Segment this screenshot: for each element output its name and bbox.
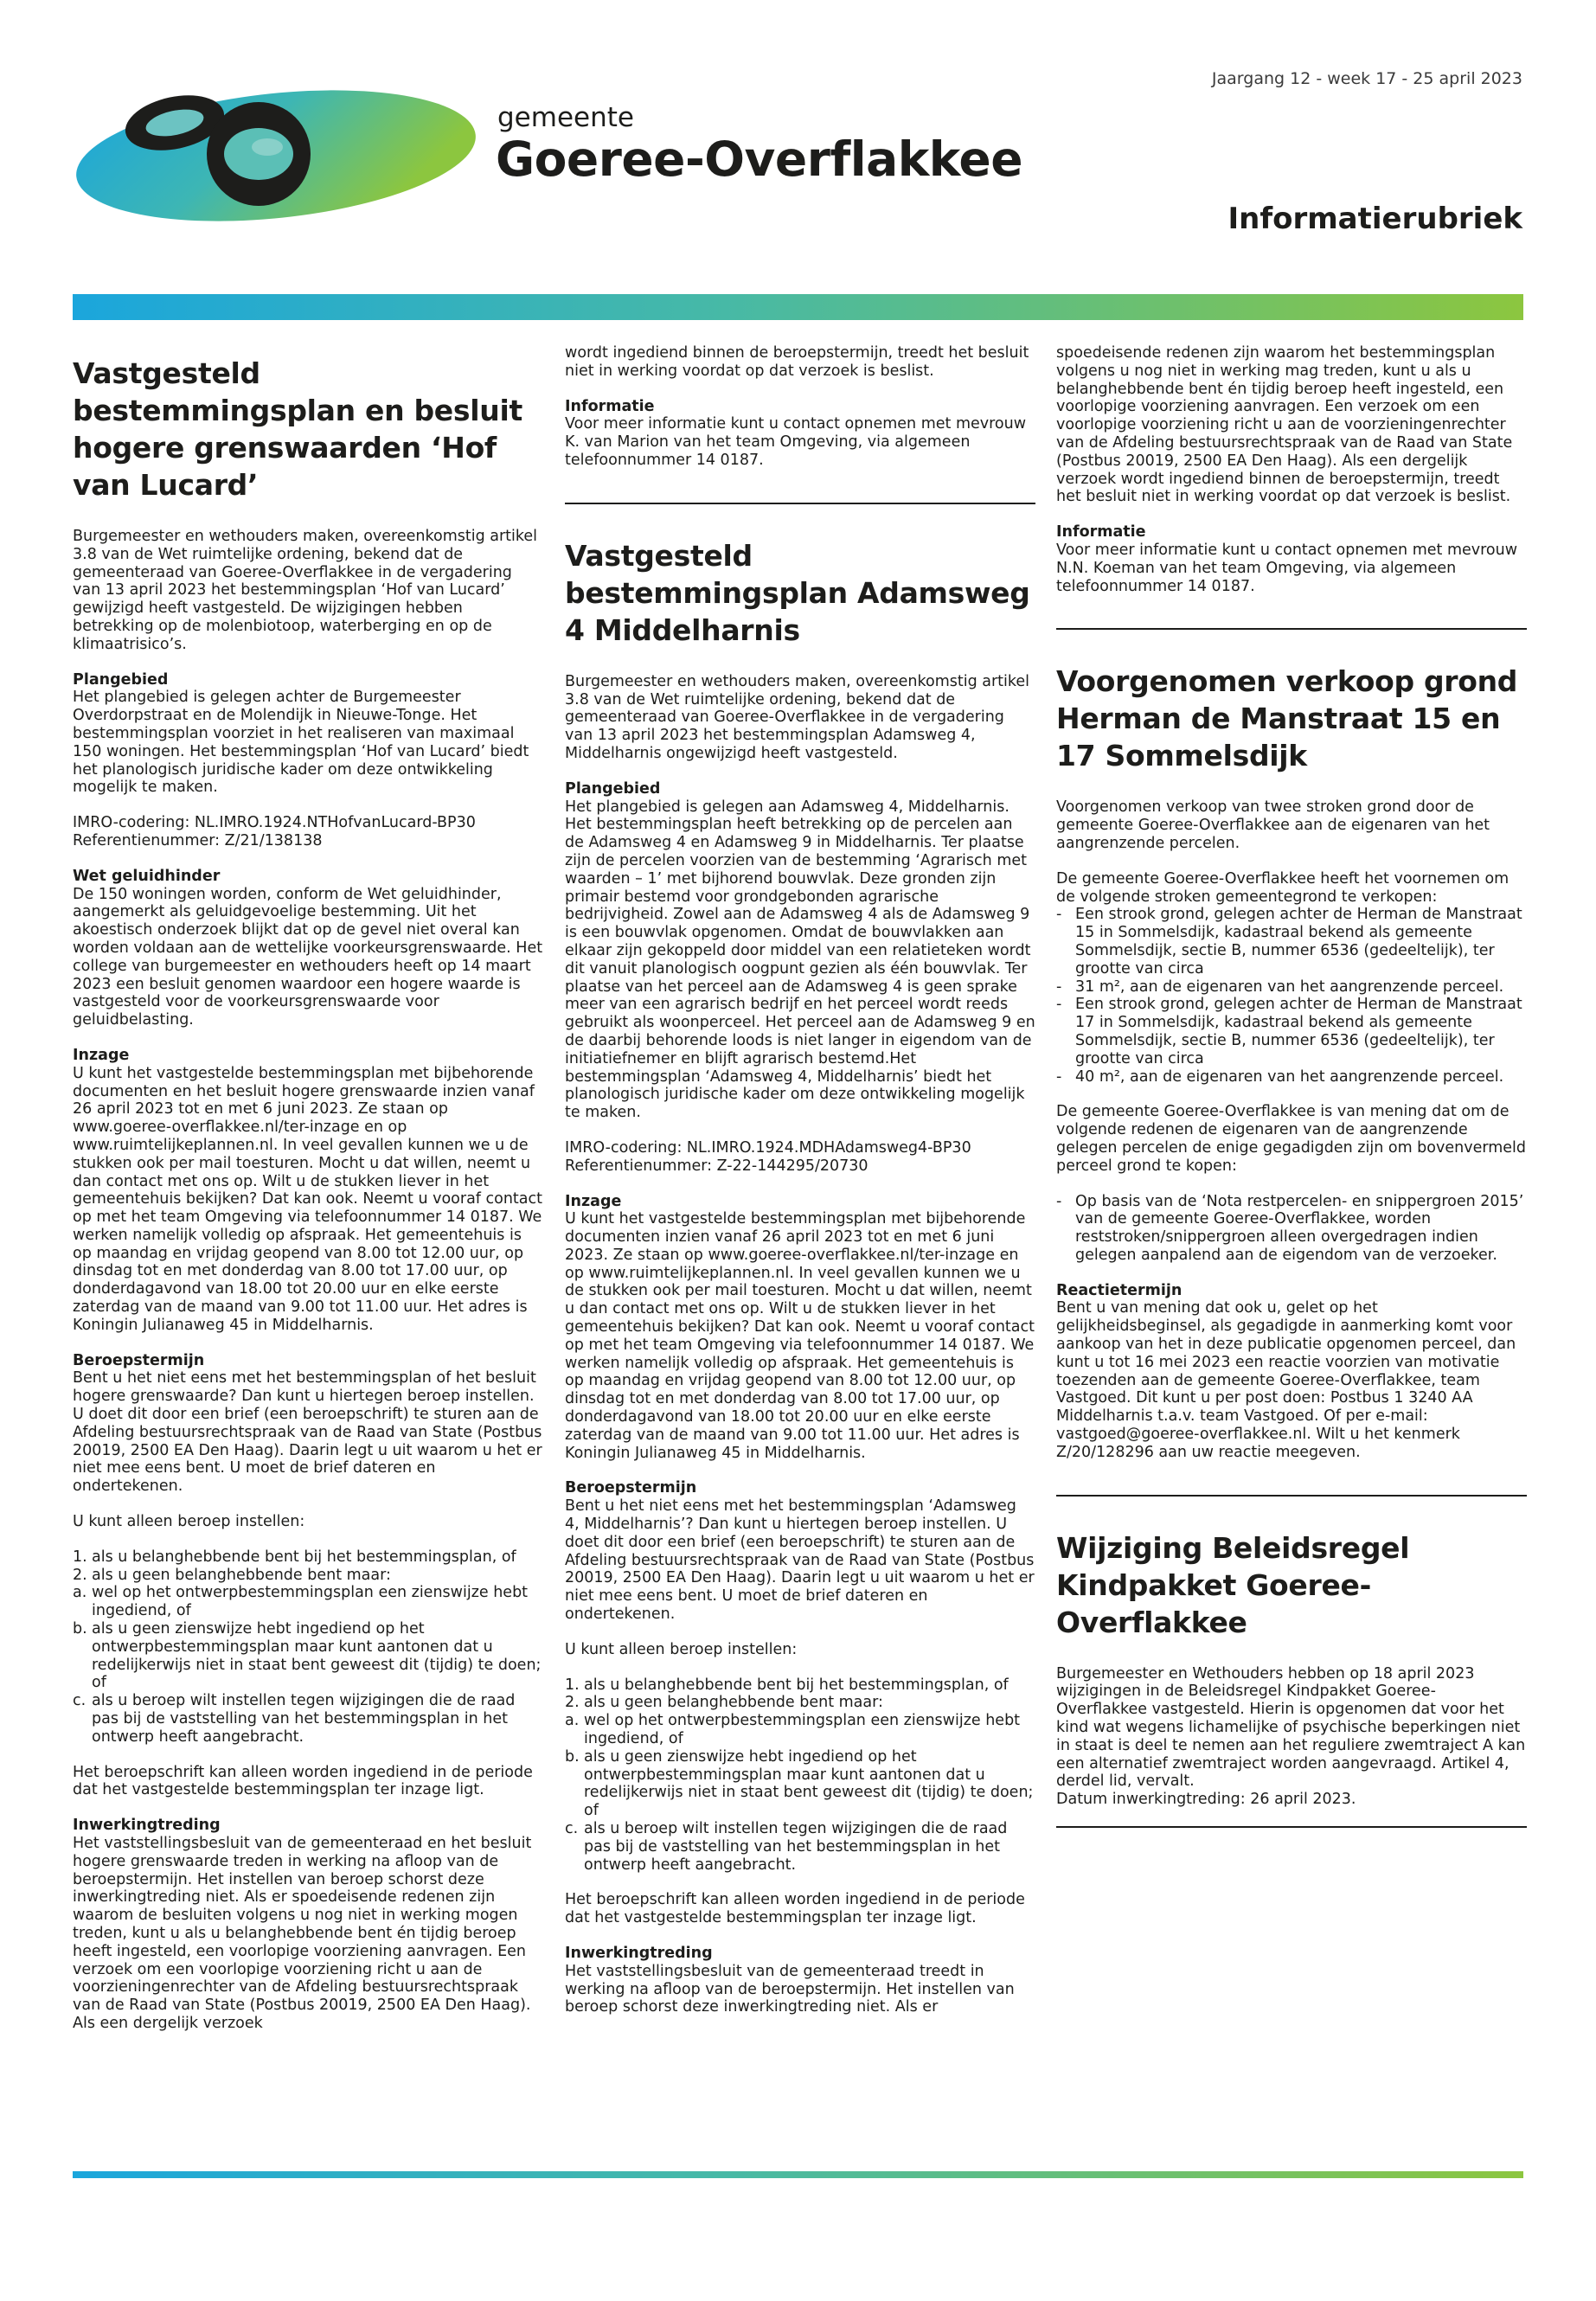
footer-gradient-bar <box>73 2171 1523 2178</box>
goeree-overflakkee-logo-icon <box>73 69 479 234</box>
reference-codes <box>565 1139 1035 1176</box>
section-heading: Inzage <box>73 1046 130 1064</box>
section-text: U kunt het vastgestelde bestemmingsplan met bijbehorende documenten en het besluit hogere grenswaarde inzien vanaf 26 april 2023 tot en met 6 juni 2023. Ze staan op www.goeree-overflakkee.nl/ter-inzage en op www.ruimtelijkeplannen.nl. In veel gevallen kunnen we u de stukken ook per mail toesturen. Mocht u dat willen, neemt u dan contact met ons op. Wilt u de stukken liever in het gemeentehuis bekijken? Dat kan ook. Neemt u vooraf contact op met het team Omgeving via telefoonnummer 14 0187. We werken namelijk volledig op afspraak. Het gemeentehuis is op maandag en vrijdag geopend van 8.00 tot 12.00 uur, op dinsdag tot en met donderdag van 8.00 tot 17.00 uur, op donderdagavond van 18.00 tot 20.00 uur en elke eerste zaterdag van de maand van 9.00 tot 11.00 uur. Het adres is Koningin Julianaweg 45 in Middelharnis. <box>73 1064 543 1334</box>
section-heading: Informatie <box>1056 523 1146 542</box>
section-text <box>1056 1665 1527 1809</box>
section-text: Voor meer informatie kunt u contact opnemen met mevrouw K. van Marion van het team Omgeving, via algemeen telefoonnummer 14 0187. <box>565 415 1027 469</box>
list-item: c. als u beroep wilt instellen tegen wijzigingen die de raad pas bij de vaststelling van het bestemmingsplan in het ontwerp heeft aangebracht. <box>565 1820 1008 1874</box>
list-item: a. wel op het ontwerpbestemmingsplan een zienswijze hebt ingediend, of <box>73 1584 529 1620</box>
section-text: Bent u het niet eens met het bestemmingsplan of het besluit hogere grenswaarde? Dan kunt u hiertegen beroep instellen. U doet dit door een brief (een beroepschrift) te sturen aan de Afdeling bestuursrechtspraak van de Raad van State (Postbus 20019, 2500 EA Den Haag). Daarin legt u uit waarom u het er niet mee eens bent. U moet de brief dateren en ondertekenen. <box>73 1369 542 1496</box>
column-2 <box>565 344 1035 2034</box>
conditions-list <box>565 1676 1035 1875</box>
section-heading: Inwerkingtreding <box>565 1944 713 1962</box>
list-item: - Een strook grond, gelegen achter de Herman de Manstraat 15 in Sommelsdijk, kadastraal bekend als gemeente Sommelsdijk, sectie B, nummer 6536 (gedeeltelijk), ter grootte van circa <box>1056 906 1522 977</box>
section-text: Het vaststellingsbesluit van de gemeenteraad treedt in werking na afloop van de beroepstermijn. Het instellen van beroep schorst deze inwerkingtreding niet. Als er <box>565 1962 1015 2016</box>
article-intro: Voorgenomen verkoop van twee stroken grond door de gemeente Goeree-Overflakkee aan de eigenaren van het aangrenzende percelen. <box>1056 798 1490 852</box>
section-text: Bent u het niet eens met het bestemmingsplan ‘Adamsweg 4, Middelharnis’? Dan kunt u hiertegen beroep instellen. U doet dit door een brief (een beroepschrift) te sturen aan de Afdeling bestuursrechtspraak van de Raad van State (Postbus 20019, 2500 EA Den Haag). Daarin legt u uit waarom u het er niet mee eens bent. U moet de brief dateren en ondertekenen. <box>565 1497 1035 1624</box>
article-title: Voorgenomen verkoop grond Herman de Manstraat 15 en 17 Sommelsdijk <box>1056 664 1518 773</box>
section-text: Bent u van mening dat ook u, gelet op het gelijkheidsbeginsel, als gegadigde in aanmerking komt voor aankoop van het in deze publicatie opgenomen perceel, dan kunt u tot 16 mei 2023 een reactie voorzien van motivatie toezenden aan de gemeente Goeree-Overflakkee, team Vastgoed. Dit kunt u per post doen: Postbus 1 3240 AA Middelharnis t.a.v. team Vastgoed. Of per e-mail: vastgoed@goeree-overflakkee.nl. Wilt u het kenmerk Z/20/128296 aan uw reactie meegeven. <box>1056 1299 1516 1461</box>
reference-codes <box>73 814 543 850</box>
list-item: 2. als u geen belanghebbende bent maar: <box>565 1694 883 1712</box>
section-heading: Plangebied <box>565 779 661 798</box>
section-text: Het plangebied is gelegen achter de Burgemeester Overdorpstraat en de Molendijk in Nieuwe-Tonge. Het bestemmingsplan voorziet in het realiseren van maximaal 150 woningen. Het bestemmingsplan ‘Hof van Lucard’ biedt het planologisch juridische kader om deze ontwikkeling mogelijk te maken. <box>73 689 529 797</box>
reasons-list <box>1056 1193 1527 1265</box>
header-gradient-bar <box>73 294 1523 320</box>
section-heading: Beroepstermijn <box>565 1479 697 1497</box>
section-heading: Informatie <box>565 397 655 415</box>
list-item: c. als u beroep wilt instellen tegen wijzigingen die de raad pas bij de vaststelling van het bestemmingsplan in het ontwerp heeft aangebracht. <box>73 1692 516 1746</box>
section-text: U kunt het vastgestelde bestemmingsplan met bijbehorende documenten inzien vanaf 26 april 2023 tot en met 6 juni 2023. Ze staan op www.goeree-overflakkee.nl/ter-inzage en op www.ruimtelijkeplannen.nl. In veel gevallen kunnen we u de stukken ook per mail toesturen. Mocht u dat willen, neemt u dan contact met ons op. Wilt u de stukken liever in het gemeentehuis bekijken? Dat kan ook. Neemt u vooraf contact op met het team Omgeving via telefoonnummer 14 0187. We werken namelijk volledig op afspraak. Het gemeentehuis is op maandag en vrijdag geopend van 8.00 tot 12.00 uur, op dinsdag tot en met donderdag van 8.00 tot 17.00 uur, op donderdagavond van 18.00 tot 20.00 uur en elke eerste zaterdag van de maand van 9.00 tot 11.00 uur. Het adres is Koningin Julianaweg 45 in Middelharnis. <box>565 1210 1035 1462</box>
section-text: De 150 woningen worden, conform de Wet geluidhinder, aangemerkt als geluidgevoelige bestemming. Uit het akoestisch onderzoek blijkt dat op de gevel niet overal kan worden voldaan aan de wettelijke voorkeursgrenswaarde. Het college van burgemeester en wethouders heeft op 14 maart 2023 een besluit genomen waardoor een hogere waarde is vastgesteld voor de voorkeursgrenswaarde voor geluidbelasting. <box>73 885 543 1029</box>
list-item: a. wel op het ontwerpbestemmingsplan een zienswijze hebt ingediend, of <box>565 1712 1021 1748</box>
article-title: Vastgesteld bestemmingsplan Adamsweg 4 Middelharnis <box>565 538 1030 647</box>
article-title: Wijziging Beleidsregel Kindpakket Goeree-Overflakkee <box>1056 1530 1410 1639</box>
article-divider <box>1056 1495 1527 1497</box>
list-item: b. als u geen zienswijze hebt ingediend op het ontwerpbestemmingsplan maar kunt aantonen dat u redelijkerwijs niet in staat bent geweest dit (tijdig) te doen; of <box>565 1747 1034 1820</box>
column-1 <box>73 355 543 2050</box>
issue-date: Jaargang 12 - week 17 - 25 april 2023 <box>1211 69 1522 88</box>
section-text: Het beroepschrift kan alleen worden ingediend in de periode dat het vastgestelde bestemmingsplan ter inzage ligt. <box>565 1891 1025 1927</box>
section-heading: Plangebied <box>73 670 169 689</box>
article-title: Vastgesteld bestemmingsplan en besluit hogere grenswaarden ‘Hof van Lucard’ <box>73 356 522 502</box>
list-item: - 31 m², aan de eigenaren van het aangrenzende perceel. <box>1056 977 1504 996</box>
list-item: 1. als u belanghebbende bent bij het bestemmingsplan, of <box>565 1676 1009 1694</box>
list-item: - Op basis van de ‘Nota restpercelen- en snippergroen 2015’ van de gemeente Goeree-Overflakkee, worden reststroken/snippergroen alleen overgedragen indien gelegen aanpalend aan de eigendom van de verzoeker. <box>1056 1192 1524 1264</box>
section-heading: Wet geluidhinder <box>73 867 221 885</box>
section-text: U kunt alleen beroep instellen: <box>73 1513 305 1531</box>
article-intro: Burgemeester en wethouders maken, overeenkomstig artikel 3.8 van de Wet ruimtelijke ordening, bekend dat de gemeenteraad van Goeree-Overflakkee in de vergadering van 13 april 2023 het bestemmingsplan ‘Hof van Lucard’ gewijzigd heeft vastgesteld. De wijzigingen hebben betrekking op de molenbiotoop, waterberging en op de klimaatrisico’s. <box>73 528 538 653</box>
section-text: De gemeente Goeree-Overflakkee heeft het voornemen om de volgende stroken gemeentegrond te verkopen: <box>1056 869 1509 906</box>
list-item: 2. als u geen belanghebbende bent maar: <box>73 1566 391 1584</box>
section-heading: Inzage <box>565 1192 622 1210</box>
list-item: - Een strook grond, gelegen achter de Herman de Manstraat 17 in Sommelsdijk, kadastraal bekend als gemeente Sommelsdijk, sectie B, nummer 6536 (gedeeltelijk), ter grootte van circa <box>1056 996 1522 1067</box>
kindpakket-text: Burgemeester en Wethouders hebben op 18 april 2023 wijzigingen in de Beleidsregel Kindpakket Goeree-Overflakkee vastgesteld. Hierin is opgenomen dat voor het kind wat wegens lichamelijke of psychische beperkingen niet in staat is deel te nemen aan het reguliere zwemtraject A kan een alternatief zwemtraject worden aangevraagd. Artikel 4, derdel lid, vervalt. <box>1056 1664 1526 1791</box>
brand-name: Goeree-Overflakkee <box>496 131 1022 187</box>
section-text: De gemeente Goeree-Overflakkee is van mening dat om de volgende redenen de eigenaren van de aangrenzende gelegen percelen de enige gegadigden zijn om bovenvermeld perceel grond te kopen: <box>1056 1103 1527 1175</box>
reference-number: Referentienummer: Z-22-144295/20730 <box>565 1157 869 1175</box>
imro-code: IMRO-codering: NL.IMRO.1924.NTHofvanLucard-BP30 <box>73 814 476 832</box>
reference-number: Referentienummer: Z/21/138138 <box>73 831 323 849</box>
article-divider <box>565 503 1035 504</box>
conditions-list <box>73 1548 543 1747</box>
section-heading: Beroepstermijn <box>73 1351 205 1369</box>
article-divider <box>1056 1826 1527 1828</box>
section-heading: Reactietermijn <box>1056 1281 1183 1299</box>
section-text: Het beroepschrift kan alleen worden ingediend in de periode dat het vastgestelde bestemmingsplan ter inzage ligt. <box>73 1763 533 1799</box>
article-divider <box>1056 628 1527 630</box>
rubric-title: Informatierubriek <box>1227 202 1522 236</box>
land-strips-list <box>1056 906 1527 1086</box>
section-text: U kunt alleen beroep instellen: <box>565 1640 798 1658</box>
section-heading: Inwerkingtreding <box>73 1817 221 1835</box>
list-item: b. als u geen zienswijze hebt ingediend op het ontwerpbestemmingsplan maar kunt aantonen dat u redelijkerwijs niet in staat bent geweest dit (tijdig) te doen; of <box>73 1620 542 1692</box>
effective-date: Datum inwerkingtreding: 26 april 2023. <box>1056 1791 1356 1809</box>
imro-code: IMRO-codering: NL.IMRO.1924.MDHAdamsweg4-BP30 <box>565 1138 971 1157</box>
section-text: Voor meer informatie kunt u contact opnemen met mevrouw N.N. Koeman van het team Omgeving, via algemeen telefoonnummer 14 0187. <box>1056 541 1518 595</box>
column-3 <box>1056 344 1527 1861</box>
list-item: 1. als u belanghebbende bent bij het bestemmingsplan, of <box>73 1548 516 1566</box>
brand-gemeente: gemeente <box>497 102 634 133</box>
list-item: - 40 m², aan de eigenaren van het aangrenzende perceel. <box>1056 1067 1504 1086</box>
section-text: wordt ingediend binnen de beroepstermijn, treedt het besluit niet in werking voordat op dat verzoek is beslist. <box>565 344 1029 380</box>
section-text: spoedeisende redenen zijn waarom het bestemmingsplan volgens u nog niet in werking mag treden, kunt u als u belanghebbende bent én tijdig beroep heeft ingesteld, een voorlopige voorziening aanvragen. Een verzoek om een voorlopige voorziening richt u aan de voorzieningenrechter van de Afdeling bestuursrechtspraak van de Raad van State (Postbus 20019, 2500 EA Den Haag). Als een dergelijk verzoek wordt ingediend binnen de beroepstermijn, treedt het besluit niet in werking voordat op dat verzoek is beslist. <box>1056 344 1513 506</box>
article-intro: Burgemeester en wethouders maken, overeenkomstig artikel 3.8 van de Wet ruimtelijke ordening, bekend dat de gemeenteraad van Goeree-Overflakkee in de vergadering van 13 april 2023 het bestemmingsplan Adamsweg 4, Middelharnis ongewijzigd heeft vastgesteld. <box>565 672 1030 762</box>
section-text: Het plangebied is gelegen aan Adamsweg 4, Middelharnis. Het bestemmingsplan heeft betrekking op de percelen aan de Adamsweg 4 en Adamsweg 9 in Middelharnis. Ter plaatse zijn de percelen voorzien van de bestemming ‘Agrarisch met waarden – 1’ met bijhorend bouwvlak. Deze gronden zijn primair bestemd voor grondgebonden agrarische bedrijvigheid. Zowel aan de Adamsweg 4 als de Adamsweg 9 is een bouwvlak opgenomen. Omdat de bouwvlakken aan elkaar zijn gekoppeld door middel van een relatieteken wordt dit vanuit planologisch oogpunt gezien als één bouwvlak. Ter plaatse van het perceel aan de Adamsweg 4 is geen sprake meer van een agrarisch bedrijf en het perceel wordt reeds gebruikt als woonperceel. Het perceel aan de Adamsweg 9 en de daarbij behorende loods is niet langer in eigendom van de initiatiefnemer en blijft agrarisch bestemd.Het bestemmingsplan ‘Adamsweg 4, Middelharnis’ biedt het planologisch juridische kader om deze ontwikkeling mogelijk te maken. <box>565 798 1035 1122</box>
section-text: Het vaststellingsbesluit van de gemeenteraad en het besluit hogere grenswaarde treden in werking na afloop van de beroepstermijn. Het instellen van beroep schorst deze inwerkingtreding niet. Als er spoedeisende redenen zijn waarom de besluiten volgens u nog niet in werking mogen treden, kunt u als u belanghebbende bent én tijdig beroep heeft ingesteld, een voorlopige voorziening aanvragen. Een verzoek om een voorlopige voorziening richt u aan de voorzieningenrechter van de Afdeling bestuursrechtspraak van de Raad van State (Postbus 20019, 2500 EA Den Haag). Als een dergelijk verzoek <box>73 1835 532 2032</box>
